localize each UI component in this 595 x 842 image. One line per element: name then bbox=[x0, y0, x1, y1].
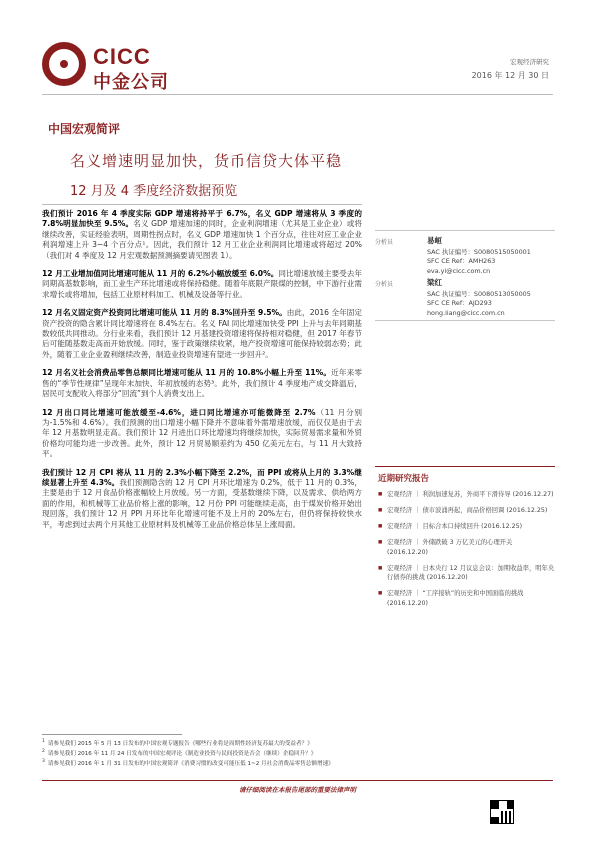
paragraph-text: 由此，2016 全年固定资产投资的隐含累计同比增速将在 8.4%左右。名义 FAI 同比增速加快受 PPI 上升与去年同期基数较低共同推动。分行业来看，我们预计 12 月基建投资增速将保持相对稳健，但 2017 年春节后可能随基数走高而开始放缓。同时，鉴于政策继续收紧，地产投资增速可能保持较弱态势；此外，随着工业企业盈利继续改善，制造业投资增速有望进一步回升²。 bbox=[42, 308, 362, 359]
footnote-text: 请参见我们 2016 年 1 月 31 日发布的中国宏观简评《消费习惯的改变可能压低 1~2 月社会消费品零售总额增速》 bbox=[47, 760, 334, 767]
analyst-email[interactable]: eva.yi@cicc.com.cn bbox=[427, 266, 491, 275]
footnote: $^1$ 请参见我们 2015 年 5 月 13 日发布的中国宏观专题报告《哪些行业将是周期性经济复苏最大的受益者？》 bbox=[42, 739, 313, 747]
recent-reports-list bbox=[375, 490, 555, 615]
footnote-text: 请参见我们 2016 年 11 月 24 日发布的中国宏观评论《制造业投资与民间投资是否会（继续）企稳回升？》 bbox=[47, 750, 317, 757]
analyst-divider bbox=[375, 230, 555, 231]
recent-reports-title: 近期研究报告 bbox=[378, 474, 430, 484]
paragraph-lead: 我们预计 2016 年 4 季度实际 GDP 增速将持平于 6.7%，名义 GDP 增速将从 3 季度的 7.8%明显加快至 9.5%。 bbox=[42, 209, 362, 229]
analyst-divider bbox=[375, 320, 555, 321]
recent-divider bbox=[375, 466, 555, 467]
qr-code-icon bbox=[490, 800, 514, 824]
analyst-info bbox=[427, 290, 531, 318]
analyst-sac: SAC 执证编号：S0080513050005 bbox=[427, 290, 531, 298]
recent-report-item[interactable]: ■ 宏观经济 ｜ 目标合本口持续回升 (2016.12.25) bbox=[375, 522, 555, 532]
cicc-logo-icon bbox=[42, 42, 86, 86]
paragraph-text: 名义 GDP 增速加速的同时，企业利润增速（尤其是工业企业）或将继续改善，实证经验表明，周期性拐点时，名义 GDP 增速加快 1 个百分点，往往对应工业企业利润增速上升 3~4 个百分点¹。因此，我们预计 12 月工业企业利润同比增速或将超过 20%（我们对 4 季度及 12 月宏观数据预测摘要请见图表 1）。 bbox=[42, 219, 363, 260]
paragraph-text: 近年来零售的“季节性规律”呈现年末加快、年初放缓的态势³。此外，我们预计 4 季度地产成交降温后，居民可支配收入将部分“回流”到个人消费支出上。 bbox=[42, 368, 363, 399]
footnote-text: 请参见我们 2015 年 5 月 13 日发布的中国宏观专题报告《哪些行业将是周期性经济复苏最大的受益者？》 bbox=[47, 740, 313, 747]
report-subtitle: 12 月及 4 季度经济数据预览 bbox=[70, 184, 238, 199]
paragraph bbox=[42, 408, 362, 460]
footnote: $^3$ 请参见我们 2016 年 1 月 31 日发布的中国宏观简评《消费习惯的改变可能压低 1~2 月社会消费品零售总额增速》 bbox=[42, 759, 334, 767]
paragraph bbox=[42, 209, 362, 261]
paragraph bbox=[42, 308, 362, 360]
main-body bbox=[42, 209, 362, 538]
title-divider bbox=[42, 204, 362, 205]
analyst-block bbox=[375, 280, 555, 320]
footer-divider bbox=[42, 780, 553, 781]
paragraph-text: （11 月分别为-1.5%和 4.6%）。我们预测的出口增速小幅下降并不意味着外需增速放缓，而仅仅是由于去年 12 月基数明显走高。我们预计 12 月进出口环比增速均将继续加快，实际贸易需求量和外贸价格均可能均进一步改善。此外，预计 12 月贸易顺差约为 450 亿美元左右，与 11 月大致持平。 bbox=[42, 407, 362, 459]
footnote: $^2$ 请参见我们 2016 年 11 月 24 日发布的中国宏观评论《制造业投资与民间投资是否会（继续）企稳回升？》 bbox=[42, 749, 317, 757]
analyst-sac: SAC 执证编号：S0080515050001 bbox=[427, 248, 531, 256]
paragraph-lead: 12 月名义固定资产投资同比增速可能从 11 月的 8.3%回升至 9.5%。 bbox=[42, 308, 287, 318]
analyst-label: 分析员 bbox=[375, 281, 394, 288]
analyst-email[interactable]: hong.liang@cicc.com.cn bbox=[427, 308, 505, 317]
header-divider bbox=[42, 94, 553, 95]
recent-report-item[interactable]: ■ 宏观经济 ｜ 债市波涌再起，商品价格回调 (2016.12.25) bbox=[375, 506, 555, 516]
paragraph bbox=[42, 269, 362, 300]
report-date: 2016 年 12 月 30 日 bbox=[471, 71, 549, 80]
recent-report-item[interactable]: ■ 宏观经济 ｜ 外储跌破 3 万亿美元的心理开关 (2016.12.20) bbox=[375, 538, 555, 557]
paragraph-text: 我们预测隐含的 12 月 CPI 月环比增速为 0.2%，低于 11 月的 0.3%，主要是由于 12 月食品价格涨幅较上月放缓。另一方面，受基数继续下降，以及需求、供给两方面的作用，和机械等工业品价格上涨的影响，12 月份 PPI 可能继续走高，由于煤炭价格开始出现回落，我们预计 12 月 PPI 月环比年化增速可能不及上月的 20%左右，但仍将保持较快水平，考虑到过去两个月其他工业原材料及机械等工业品价格总体呈上涨局面。 bbox=[42, 477, 362, 529]
paragraph-lead: 我们预计 12 月 CPI 将从 11 月的 2.3%小幅下降至 2.2%，而 PPI 或将从上月的 3.3%继续显著上升至 4.3%。 bbox=[42, 467, 362, 487]
analyst-block bbox=[375, 238, 555, 278]
paragraph-lead: 12 月工业增加值同比增速可能从 11 月的 6.2%小幅放缓至 6.0%。 bbox=[42, 269, 279, 279]
recent-report-item[interactable]: ■ 宏观经济 ｜ 利润加速复苏，外商平下滑待导 (2016.12.27) bbox=[375, 490, 555, 500]
recent-report-item[interactable]: ■ 宏观经济 ｜ “工序接轨”的历史和中国面临的挑战 (2016.12.20) bbox=[375, 589, 555, 608]
report-title: 名义增速明显加快，货币信贷大体平稳 bbox=[70, 152, 343, 170]
paragraph bbox=[42, 468, 362, 530]
section-title: 中国宏观简评 bbox=[48, 122, 121, 136]
analyst-sfc: SFC CE Ref：AMH263 bbox=[427, 257, 496, 266]
analyst-label: 分析员 bbox=[375, 239, 394, 246]
recent-report-item[interactable]: ■ 宏观经济 ｜ 日本央行 12 月议息会议：加期收益率，明年央行债券的挑战 (2016.12.20) bbox=[375, 564, 555, 583]
analyst-name: 梁红 bbox=[427, 278, 442, 287]
paragraph-text: 同比增速放缓主要受去年同期高基数影响，而工业生产环比增速或将保持稳健。随着年底限产限煤的控制，中下游行业需求增长或将增加，包括工业原材料加工、机械及设备等行业。 bbox=[42, 269, 362, 299]
analyst-name: 易峘 bbox=[427, 236, 442, 245]
analyst-info bbox=[427, 248, 531, 276]
paragraph-lead: 12 月名义社会消费品零售总额同比增速可能从 11 月的 10.8%小幅上升至 11%。 bbox=[42, 368, 332, 378]
legal-disclaimer: 请仔细阅读在本报告尾部的重要法律声明 bbox=[239, 786, 356, 794]
analyst-sfc: SFC CE Ref：AJD293 bbox=[427, 299, 492, 308]
footnote-divider bbox=[42, 734, 182, 735]
report-type: 宏观经济研究 bbox=[510, 58, 549, 66]
logo-text-en: CICC bbox=[93, 44, 151, 69]
logo-text-cn: 中金公司 bbox=[93, 72, 169, 93]
paragraph bbox=[42, 368, 362, 399]
paragraph-lead: 12 月出口同比增速可能放缓至-4.6%，进口同比增速亦可能微降至 2.7% bbox=[42, 407, 316, 417]
